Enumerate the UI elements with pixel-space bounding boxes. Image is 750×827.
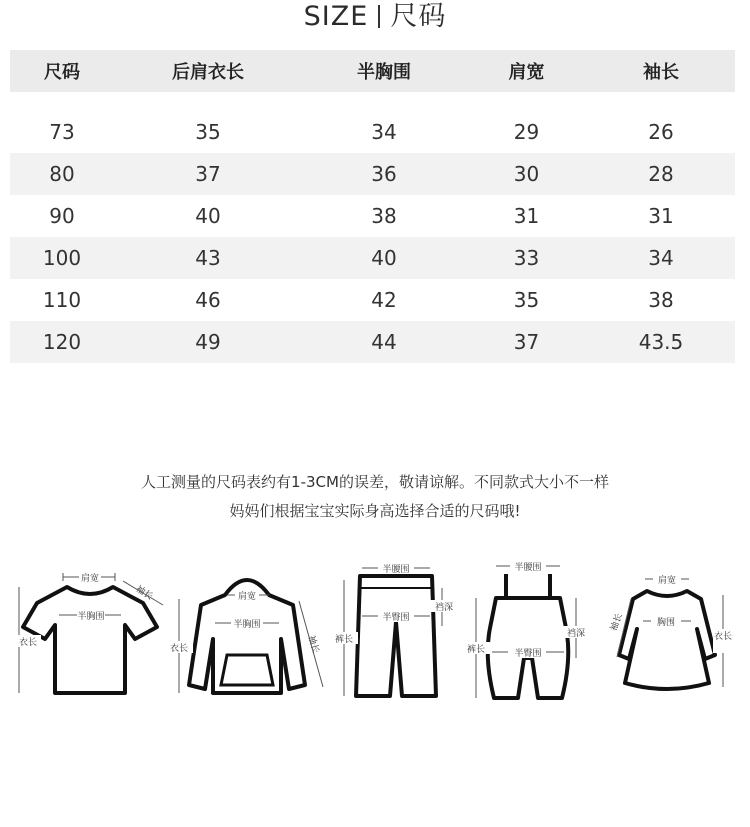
cell-length: 43: [114, 237, 302, 279]
pants-waist-label: 半腰围: [382, 565, 410, 575]
table-row: [10, 195, 735, 237]
pants-length-label: 裤长: [334, 635, 354, 645]
cell-size: 80: [10, 153, 114, 195]
header-sleeve: 袖长: [587, 50, 735, 92]
overalls-rise-label: 裆深: [566, 629, 586, 639]
measurement-note: 人工测量的尺码表约有1-3CM的误差，敬请谅解。不同款式大小不一样: [141, 473, 609, 491]
cell-chest: 34: [302, 111, 466, 153]
cell-length: 35: [114, 111, 302, 153]
cell-shoulder: 33: [466, 237, 587, 279]
title-separator: [378, 5, 380, 28]
cell-length: 49: [114, 321, 302, 363]
table-row: [10, 279, 735, 321]
cell-size: 90: [10, 195, 114, 237]
table-row: [10, 321, 735, 363]
cell-sleeve: 26: [587, 111, 735, 153]
tshirt-length-label: 衣长: [18, 638, 38, 648]
header-length: 后肩衣长: [114, 50, 302, 92]
cell-shoulder: 29: [466, 111, 587, 153]
cell-sleeve: 28: [587, 153, 735, 195]
dress-shoulder-label: 肩宽: [657, 576, 677, 586]
cell-length: 37: [114, 153, 302, 195]
cell-chest: 36: [302, 153, 466, 195]
pants-hip-label: 半臀围: [382, 613, 410, 623]
dress-length-label: 衣长: [713, 632, 733, 642]
cell-sleeve: 34: [587, 237, 735, 279]
table-spacer: [10, 92, 735, 111]
dress-icon: [605, 565, 735, 700]
cell-shoulder: 37: [466, 321, 587, 363]
sizing-advice-note: 妈妈们根据宝宝实际身高选择合适的尺码哦!: [229, 502, 521, 520]
dress-diagram: [605, 565, 735, 700]
tshirt-icon: [15, 565, 165, 705]
table-row: [10, 153, 735, 195]
cell-chest: 38: [302, 195, 466, 237]
cell-shoulder: 35: [466, 279, 587, 321]
title-right: 尺码: [390, 1, 447, 32]
dress-chest-label: 胸围: [656, 618, 676, 628]
hoodie-icon: [165, 565, 330, 705]
table-row: [10, 111, 735, 153]
dress-sleeve-label: 袖长: [609, 612, 625, 633]
cell-length: 40: [114, 195, 302, 237]
cell-sleeve: 43.5: [587, 321, 735, 363]
header-size: 尺码: [10, 50, 114, 92]
cell-size: 120: [10, 321, 114, 363]
tshirt-sleeve-label: 袖长: [133, 584, 155, 603]
cell-chest: 40: [302, 237, 466, 279]
overalls-waist-label: 半腰围: [514, 563, 542, 573]
table-row: [10, 237, 735, 279]
hoodie-shoulder-label: 肩宽: [237, 592, 257, 602]
tshirt-diagram: [15, 565, 165, 705]
cell-chest: 44: [302, 321, 466, 363]
pants-diagram: [330, 560, 460, 705]
title-left: SIZE: [303, 1, 369, 32]
header-shoulder: 肩宽: [466, 50, 587, 92]
overalls-hip-label: 半臀围: [514, 649, 542, 659]
cell-chest: 42: [302, 279, 466, 321]
pants-rise-label: 裆深: [434, 603, 454, 613]
hoodie-diagram: [165, 565, 330, 705]
overalls-diagram: [462, 558, 592, 706]
page-title: [0, 0, 750, 36]
overalls-icon: [462, 558, 592, 706]
tshirt-chest-label: 半胸围: [77, 612, 105, 622]
hoodie-sleeve-label: 袖长: [305, 634, 321, 655]
cell-shoulder: 31: [466, 195, 587, 237]
header-chest: 半胸围: [302, 50, 466, 92]
table-header-row: [10, 50, 735, 92]
size-table: [10, 50, 735, 363]
cell-size: 73: [10, 111, 114, 153]
cell-size: 100: [10, 237, 114, 279]
hoodie-chest-label: 半胸围: [233, 620, 261, 630]
cell-shoulder: 30: [466, 153, 587, 195]
pants-icon: [330, 560, 460, 705]
cell-length: 46: [114, 279, 302, 321]
overalls-length-label: 裤长: [466, 645, 486, 655]
tshirt-shoulder-label: 肩宽: [80, 574, 100, 584]
cell-sleeve: 31: [587, 195, 735, 237]
cell-sleeve: 38: [587, 279, 735, 321]
cell-size: 110: [10, 279, 114, 321]
hoodie-length-label: 衣长: [169, 644, 189, 654]
